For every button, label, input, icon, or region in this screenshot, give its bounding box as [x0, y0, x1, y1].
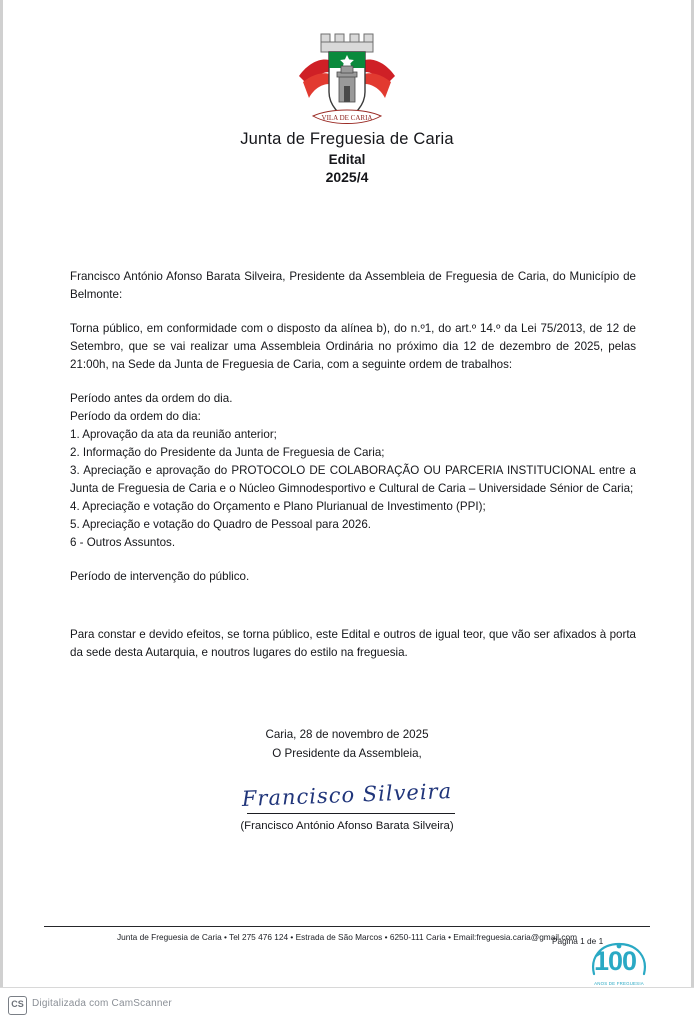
signature-area — [0, 779, 694, 833]
agenda-item: 5. Apreciação e votação do Quadro de Pessoal para 2026. — [70, 517, 372, 531]
agenda-item: 4. Apreciação e votação do Orçamento e Plano Plurianual de Investimento (PPI); — [70, 499, 486, 513]
centenary-caption: ANOS DE FREGUESIA — [594, 981, 644, 986]
document-type: Edital — [328, 152, 366, 167]
agenda-item: 2. Informação do Presidente da Junta de Freguesia de Caria; — [70, 445, 385, 459]
footer-divider — [44, 926, 650, 927]
signature-line — [247, 813, 455, 814]
handwritten-signature: Francisco Silveira — [241, 779, 453, 812]
centenary-logo — [588, 940, 650, 986]
centenary-number: 100 — [594, 946, 637, 976]
intro-paragraph: Francisco António Afonso Barata Silveira, Presidente da Assembleia de Freguesia de Caria, do Município de Belmonte: — [70, 270, 636, 301]
svg-text:VILA DE CARIA: VILA DE CARIA — [321, 114, 373, 122]
document-number: 2025/4 — [325, 169, 369, 185]
agenda-block — [70, 390, 636, 552]
agenda-item: 6 - Outros Assuntos. — [70, 535, 176, 549]
camscanner-watermark-strip — [0, 987, 694, 1024]
agenda-item: 3. Apreciação e aprovação do PROTOCOLO DE COLABORAÇÃO OU PARCERIA INSTITUCIONAL entre a Junta de Freguesia de Caria e o Núcleo Gimnodesportivo e Cultural de Caria – Universidade Sénior de Caria; — [70, 463, 636, 495]
signature-block — [0, 726, 694, 833]
document-body — [70, 268, 636, 602]
crest-container — [0, 28, 694, 128]
signer-title: O Presidente da Assembleia, — [272, 746, 422, 760]
camscanner-watermark-text: Digitalizada com CamScanner — [32, 998, 172, 1009]
announcement-paragraph: Torna público, em conformidade com o disposto da alínea b), do n.º1, do art.º 14.º da Lei 75/2013, de 12 de Setembro, que se vai realizar uma Assembleia Ordinária no próximo dia 12 de dezembro de 2025, pelas 21:00h, na Sede da Junta de Freguesia de Caria, com a seguinte ordem de trabalhos: — [70, 321, 636, 371]
coat-of-arms-icon — [295, 28, 399, 128]
closing-paragraph-block — [70, 626, 636, 662]
agenda-item: 1. Aprovação da ata da reunião anterior; — [70, 427, 277, 441]
agenda-heading-before: Período antes da ordem do dia. — [70, 391, 233, 405]
closing-paragraph: Para constar e devido efeitos, se torna público, este Edital e outros de igual teor, que vão ser afixados à porta da sede desta Autarquia, e noutros lugares do estilo na freguesia. — [70, 628, 636, 659]
signer-printed-name: (Francisco António Afonso Barata Silveira) — [240, 820, 454, 833]
place-and-date: Caria, 28 de novembro de 2025 — [265, 728, 429, 741]
public-intervention-paragraph: Período de intervenção do público. — [70, 569, 250, 583]
agenda-heading-order: Período da ordem do dia: — [70, 409, 201, 423]
document-header — [0, 130, 694, 185]
footer-contact-line: Junta de Freguesia de Caria • Tel 275 476 124 • Estrada de São Marcos • 6250-111 Caria • Email:freguesia.caria@gmail.com — [116, 932, 578, 942]
organization-name: Junta de Freguesia de Caria — [240, 130, 454, 148]
page-number-label: Página 1 de 1 — [552, 936, 604, 946]
camscanner-badge-icon: CS — [8, 996, 27, 1015]
